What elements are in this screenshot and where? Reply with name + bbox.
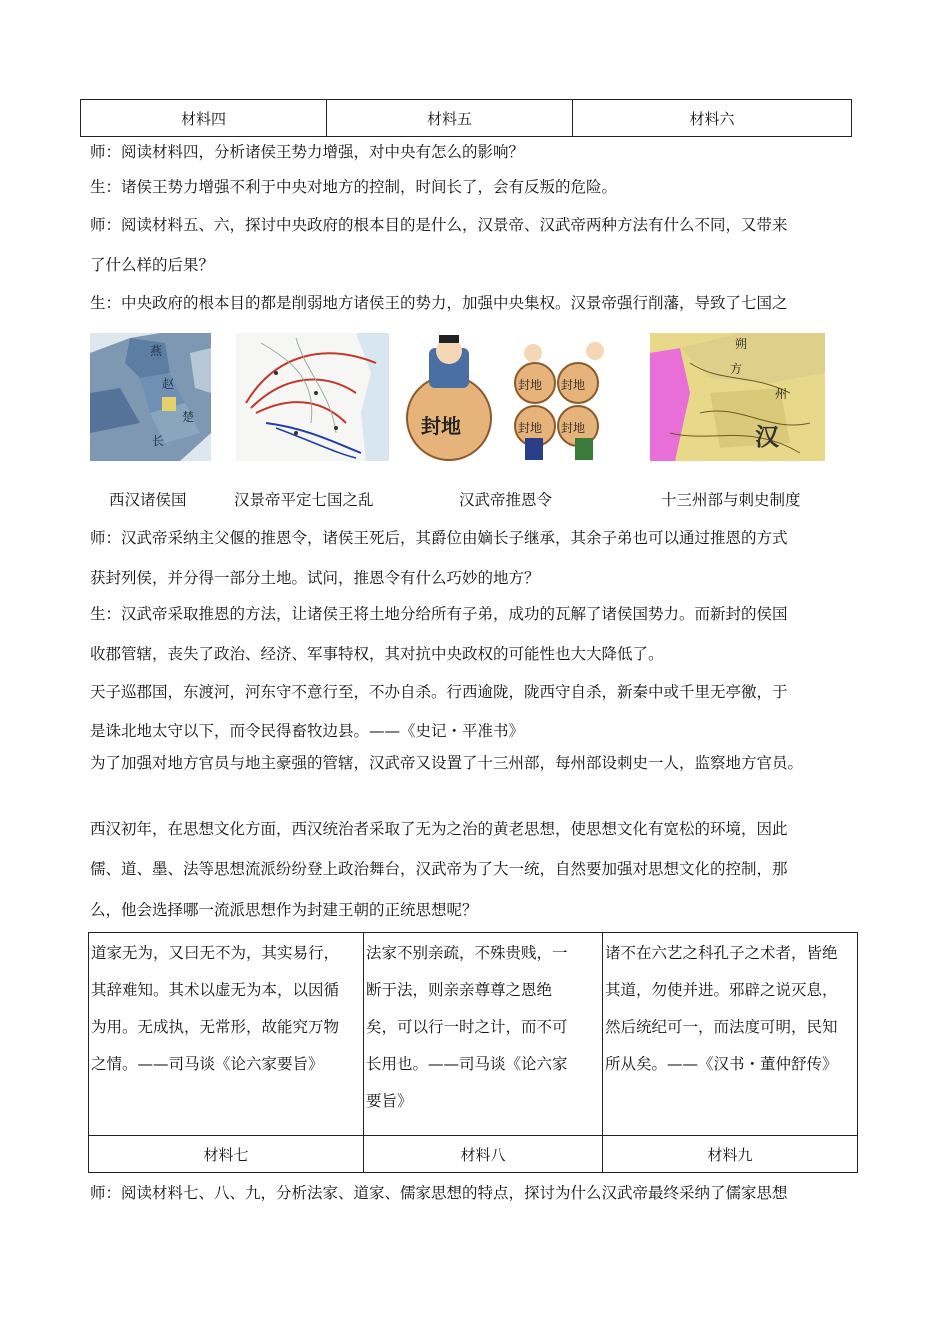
dialogue-line: 生：汉武帝采取推恩的方法，让诸侯王将土地分给所有子弟，成功的瓦解了诸侯国势力。而新封的侯国 (90, 605, 788, 623)
text-line: 法家不别亲疏，不殊贵贱，一 (366, 944, 568, 962)
material-8-header: 材料八 (364, 1136, 603, 1173)
material-8-text (364, 933, 603, 1136)
text-line: 之情。——司马谈《论六家要旨》 (91, 1055, 324, 1073)
quote-line: 是诛北地太守以下，而令民得畜牧边县。——《史记・平准书》 (90, 722, 525, 740)
text-line: 为用。无成执，无常形，故能究万物 (91, 1018, 340, 1036)
western-han-vassal-map (90, 333, 211, 461)
map-label: 赵 (162, 377, 175, 391)
text-line: 道家无为，又曰无不为，其实易行， (91, 944, 340, 962)
intro-line: 西汉初年，在思想文化方面，西汉统治者采取了无为之治的黄老思想，使思想文化有宽松的环境，因此 (90, 820, 788, 838)
dialogue-line: 为了加强对地方官员与地主豪强的管辖，汉武帝又设置了十三州部，每州部设刺史一人，监察地方官员。 (90, 754, 804, 772)
quote-line: 天子巡郡国，东渡河，河东守不意行至，不办自杀。行西逾陇，陇西守自杀，新秦中或千里无亭徼，于 (90, 683, 788, 701)
fief-label: 封地 (518, 378, 543, 392)
map-label: 汉 (755, 423, 779, 451)
text-line: 其道，勿使并进。邪辟之说灭息， (605, 981, 838, 999)
fief-label: 封地 (518, 421, 543, 435)
map-label: 长 (152, 434, 165, 448)
map-label: 燕 (150, 344, 163, 358)
closing-line: 师：阅读材料七、八、九，分析法家、道家、儒家思想的特点，探讨为什么汉武帝最终采纳了儒家思想 (90, 1184, 788, 1202)
text-line: 然后统纪可一，而法度可明，民知 (605, 1018, 838, 1036)
text-line: 矣，可以行一时之计，而不可 (366, 1018, 568, 1036)
caption-tui-en-order: 汉武帝推恩令 (459, 491, 553, 509)
seven-states-rebellion-map (236, 333, 389, 461)
material-4-header: 材料四 (81, 100, 327, 137)
dialogue-line: 师：阅读材料五、六，探讨中央政府的根本目的是什么，汉景帝、汉武帝两种方法有什么不同，又带来 (90, 216, 788, 234)
material-5-header: 材料五 (327, 100, 573, 137)
intro-line: 儒、道、墨、法等思想流派纷纷登上政治舞台，汉武帝为了大一统，自然要加强对思想文化的控制，那 (90, 860, 788, 878)
material-9-text (603, 933, 858, 1136)
material-7-text (89, 933, 364, 1136)
dialogue-line: 生：中央政府的根本目的都是削弱地方诸侯王的势力，加强中央集权。汉景帝强行削藩，导致了七国之 (90, 294, 788, 312)
materials-table-1 (80, 99, 852, 137)
caption-vassal-states: 西汉诸侯国 (109, 491, 187, 509)
material-9-header: 材料九 (603, 1136, 858, 1173)
tui-en-order-illustration (405, 333, 825, 461)
fief-label: 封地 (421, 414, 461, 438)
dialogue-line: 了什么样的后果？ (90, 256, 215, 274)
dialogue-line: 师：阅读材料四，分析诸侯王势力增强，对中央有怎么的影响？ (90, 143, 525, 161)
map-label: 方 (730, 362, 743, 376)
material-6-header: 材料六 (573, 100, 852, 137)
map-label: 州 (775, 387, 788, 401)
dialogue-line: 生：诸侯王势力增强不利于中央对地方的控制，时间长了，会有反叛的危险。 (90, 178, 618, 196)
text-line: 长用也。——司马谈《论六家 (366, 1055, 568, 1073)
dialogue-line: 师：汉武帝采纳主父偃的推恩令，诸侯王死后，其爵位由嫡长子继承，其余子弟也可以通过推恩的方式 (90, 529, 788, 547)
thirteen-circuits-map (650, 333, 825, 461)
text-line: 诸不在六艺之科孔子之术者，皆绝 (605, 944, 838, 962)
text-line: 其辞难知。其术以虚无为本，以因循 (91, 981, 340, 999)
intro-line: 么，他会选择哪一流派思想作为封建王朝的正统思想呢？ (90, 901, 478, 919)
caption-thirteen-circuits: 十三州部与刺史制度 (661, 491, 801, 509)
caption-seven-states: 汉景帝平定七国之乱 (234, 491, 374, 509)
fief-label: 封地 (561, 421, 586, 435)
dialogue-line: 收郡管辖，丧失了政治、经济、军事特权，其对抗中央政权的可能性也大大降低了。 (90, 645, 664, 663)
map-label: 朔 (735, 337, 748, 351)
text-line: 所从矣。——《汉书・董仲舒传》 (605, 1055, 838, 1073)
dialogue-line: 获封列侯，并分得一部分土地。试问，推恩令有什么巧妙的地方？ (90, 569, 540, 587)
material-7-header: 材料七 (89, 1136, 364, 1173)
map-label: 楚 (182, 410, 195, 424)
text-line: 要旨》 (366, 1092, 413, 1110)
fief-label: 封地 (561, 378, 586, 392)
materials-table-2 (88, 932, 858, 1173)
text-line: 断于法，则亲亲尊尊之恩绝 (366, 981, 553, 999)
